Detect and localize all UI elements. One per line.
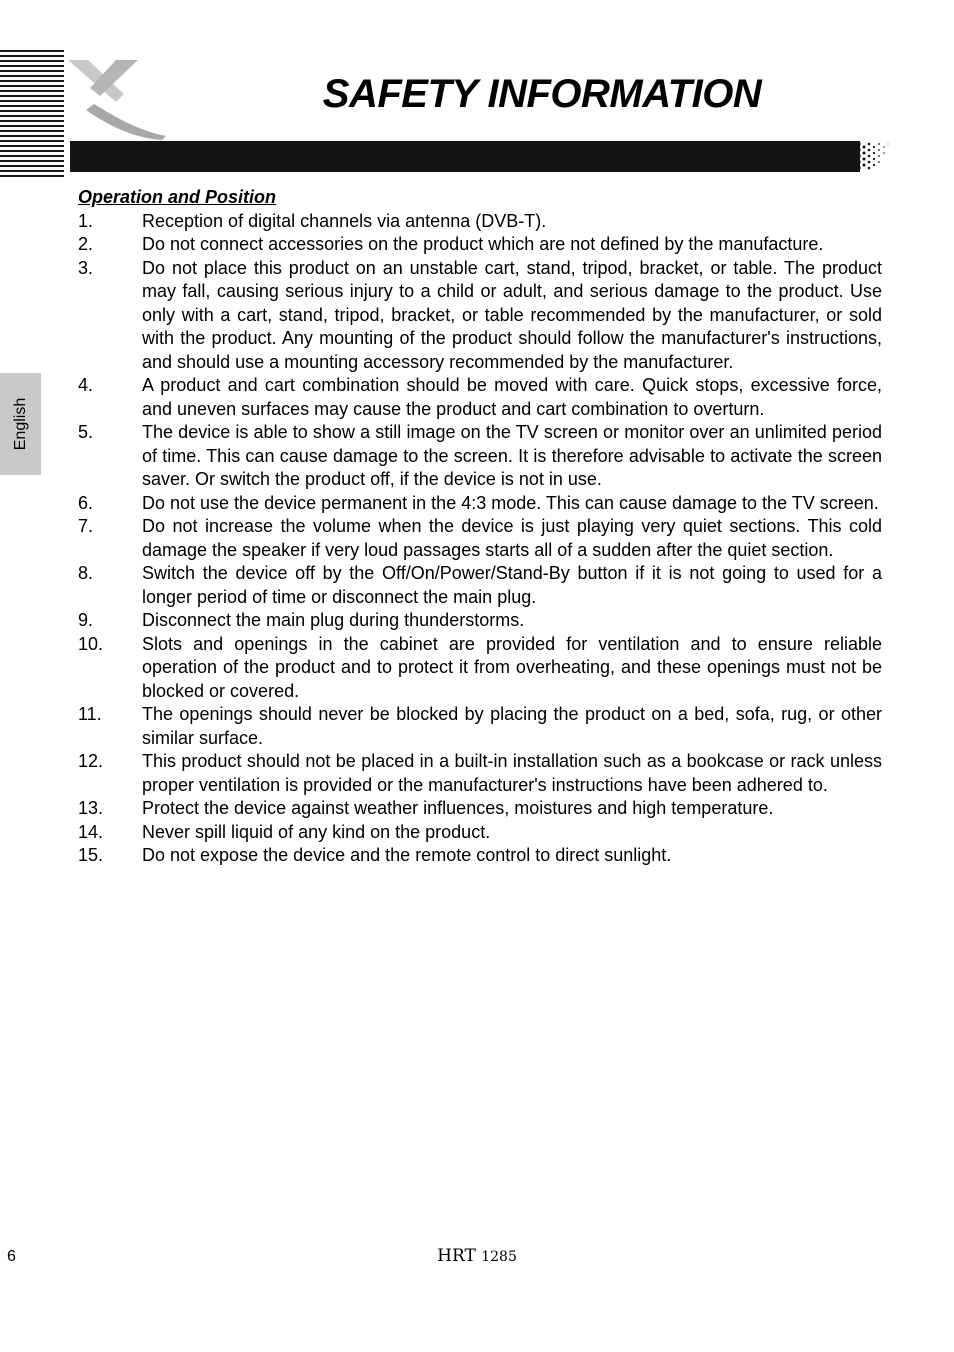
item-number: 6.	[78, 492, 94, 513]
list-item	[78, 750, 882, 797]
item-text: Do not connect accessories on the product which are not defined by the manufacture.	[142, 234, 824, 254]
page-title: SAFETY INFORMATION	[322, 72, 762, 116]
item-number: 1.	[78, 210, 94, 231]
item-text: Protect the device against weather influences, moistures and high temperature.	[142, 798, 774, 818]
list-item	[78, 515, 882, 562]
header-bar	[70, 141, 860, 172]
list-item	[78, 703, 882, 750]
item-number: 7.	[78, 516, 94, 536]
list-item	[78, 210, 882, 234]
item-text: Reception of digital channels via antenna (DVB-T).	[142, 210, 547, 231]
item-number: 9.	[78, 610, 94, 630]
list-item	[78, 844, 882, 868]
model-prefix: HRT	[437, 1246, 476, 1266]
item-text: The device is able to show a still image on the TV screen or monitor over an unlimited period of time. This can cause damage to the screen. It is therefore advisable to activate the screen saver. Or switch the product off, if the device is not in use.	[142, 422, 882, 489]
item-text: Do not use the device permanent in the 4:3 mode. This can cause damage to the TV screen.	[142, 492, 879, 513]
list-item	[78, 374, 882, 421]
item-text: Do not increase the volume when the device is just playing very quiet sections. This cold damage the speaker if very loud passages starts all of a sudden after the quiet section.	[142, 516, 882, 560]
item-text: Do not place this product on an unstable cart, stand, tripod, bracket, or table. The product may fall, causing serious injury to a child or adult, and serious damage to the product. Use only with a cart, stand, tripod, bracket, or table recommended by the manufacturer, or sold with the product. Any mounting of the product should follow the manufacturer's instructions, and should use a mounting accessory recommended by the manufacturer.	[142, 257, 882, 372]
item-number: 13.	[78, 798, 104, 818]
halftone-dots	[848, 141, 892, 172]
item-number: 12.	[78, 751, 104, 771]
list-item	[78, 257, 882, 375]
list-item	[78, 233, 882, 257]
language-label: English	[11, 397, 29, 451]
item-text: A product and cart combination should be moved with care. Quick stops, excessive force, and uneven surfaces may cause the product and cart combination to overturn.	[142, 375, 882, 419]
model-number: 1285	[481, 1249, 517, 1265]
item-number: 5.	[78, 422, 94, 442]
list-item	[78, 797, 882, 821]
page-number: 6	[7, 1248, 16, 1265]
item-number: 8.	[78, 563, 94, 583]
list-item	[78, 821, 882, 845]
item-text: The openings should never be blocked by placing the product on a bed, sofa, rug, or other similar surface.	[142, 704, 882, 748]
item-number: 3.	[78, 257, 94, 278]
list-item	[78, 633, 882, 704]
safety-list	[78, 210, 882, 868]
item-text: Do not expose the device and the remote control to direct sunlight.	[142, 845, 672, 865]
section-heading: Operation and Position	[78, 187, 277, 207]
item-text: This product should not be placed in a built-in installation such as a bookcase or rack unless proper ventilation is provided or the manufacturer's instructions have been adhered to.	[142, 751, 882, 795]
item-number: 2.	[78, 234, 94, 254]
list-item	[78, 421, 882, 492]
model-footer	[0, 1246, 954, 1266]
item-text: Disconnect the main plug during thunderstorms.	[142, 610, 525, 630]
item-number: 11.	[78, 704, 102, 724]
item-text: Never spill liquid of any kind on the product.	[142, 821, 491, 842]
item-text: Slots and openings in the cabinet are provided for ventilation and to ensure reliable operation of the product and to protect it from overheating, and these openings must not be blocked or covered.	[142, 633, 882, 701]
list-item	[78, 609, 882, 633]
list-item	[78, 562, 882, 609]
item-number: 10.	[78, 633, 104, 654]
item-text: Switch the device off by the Off/On/Power/Stand-By button if it is not going to used for a longer period of time or disconnect the main plug.	[142, 563, 882, 607]
item-number: 4.	[78, 375, 94, 395]
item-number: 14.	[78, 821, 104, 842]
list-item	[78, 492, 882, 516]
item-number: 15.	[78, 845, 104, 865]
safety-content	[78, 186, 882, 868]
language-tab	[0, 373, 41, 475]
